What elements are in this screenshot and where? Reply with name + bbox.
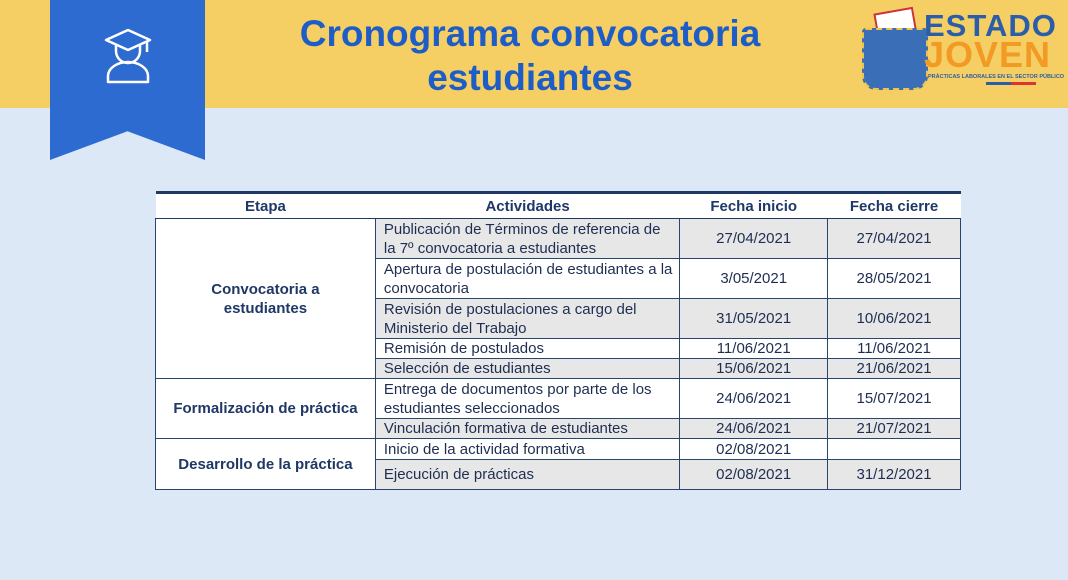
- header-fecha-inicio: Fecha inicio: [680, 193, 828, 219]
- end-date-cell: 11/06/2021: [828, 339, 961, 359]
- graduate-icon: [102, 26, 154, 84]
- schedule-table: [155, 191, 961, 490]
- end-date-cell: 21/06/2021: [828, 359, 961, 379]
- page-title-line-1: Cronograma convocatoria: [299, 13, 761, 54]
- logo-pocket-icon: [862, 28, 928, 90]
- header-etapa: Etapa: [156, 193, 376, 219]
- start-date-cell: 31/05/2021: [680, 299, 828, 339]
- stage-desarrollo: Desarrollo de la práctica: [156, 439, 376, 490]
- table-row: [156, 379, 961, 419]
- page-title: [230, 12, 830, 100]
- logo-tagline: PRÁCTICAS LABORALES EN EL SECTOR PÚBLICO: [928, 74, 1065, 80]
- start-date-cell: 24/06/2021: [680, 379, 828, 419]
- activity-cell: Remisión de postulados: [375, 339, 679, 359]
- activity-cell: Apertura de postulación de estudiantes a la convocatoria: [375, 259, 679, 299]
- logo-word-estado: ESTADO: [924, 8, 1057, 43]
- activity-cell: Vinculación formativa de estudiantes: [375, 419, 679, 439]
- activity-cell: Entrega de documentos por parte de los estudiantes seleccionados: [375, 379, 679, 419]
- header-ribbon: [50, 0, 205, 160]
- start-date-cell: 02/08/2021: [680, 460, 828, 490]
- end-date-cell: 28/05/2021: [828, 259, 961, 299]
- end-date-cell: 31/12/2021: [828, 460, 961, 490]
- logo-flag-stripe: [986, 82, 1036, 85]
- table-header-row: [156, 193, 961, 219]
- header-actividades: Actividades: [375, 193, 679, 219]
- start-date-cell: 02/08/2021: [680, 439, 828, 460]
- activity-cell: Inicio de la actividad formativa: [375, 439, 679, 460]
- activity-cell: Revisión de postulaciones a cargo del Ministerio del Trabajo: [375, 299, 679, 339]
- start-date-cell: 11/06/2021: [680, 339, 828, 359]
- end-date-cell: 21/07/2021: [828, 419, 961, 439]
- end-date-cell: 27/04/2021: [828, 219, 961, 259]
- logo-word-joven: JOVEN: [924, 34, 1052, 75]
- activity-cell: Selección de estudiantes: [375, 359, 679, 379]
- activity-cell: Ejecución de prácticas: [375, 460, 679, 490]
- table-row: [156, 439, 961, 460]
- end-date-cell: 10/06/2021: [828, 299, 961, 339]
- page-title-line-2: estudiantes: [427, 57, 633, 98]
- end-date-cell: [828, 439, 961, 460]
- start-date-cell: 27/04/2021: [680, 219, 828, 259]
- estado-joven-logo: [862, 6, 1065, 88]
- stage-convocatoria: Convocatoria a estudiantes: [156, 219, 376, 379]
- start-date-cell: 15/06/2021: [680, 359, 828, 379]
- table-row: [156, 219, 961, 259]
- end-date-cell: 15/07/2021: [828, 379, 961, 419]
- header-fecha-cierre: Fecha cierre: [828, 193, 961, 219]
- stage-formalizacion: Formalización de práctica: [156, 379, 376, 439]
- start-date-cell: 3/05/2021: [680, 259, 828, 299]
- activity-cell: Publicación de Términos de referencia de la 7º convocatoria a estudiantes: [375, 219, 679, 259]
- start-date-cell: 24/06/2021: [680, 419, 828, 439]
